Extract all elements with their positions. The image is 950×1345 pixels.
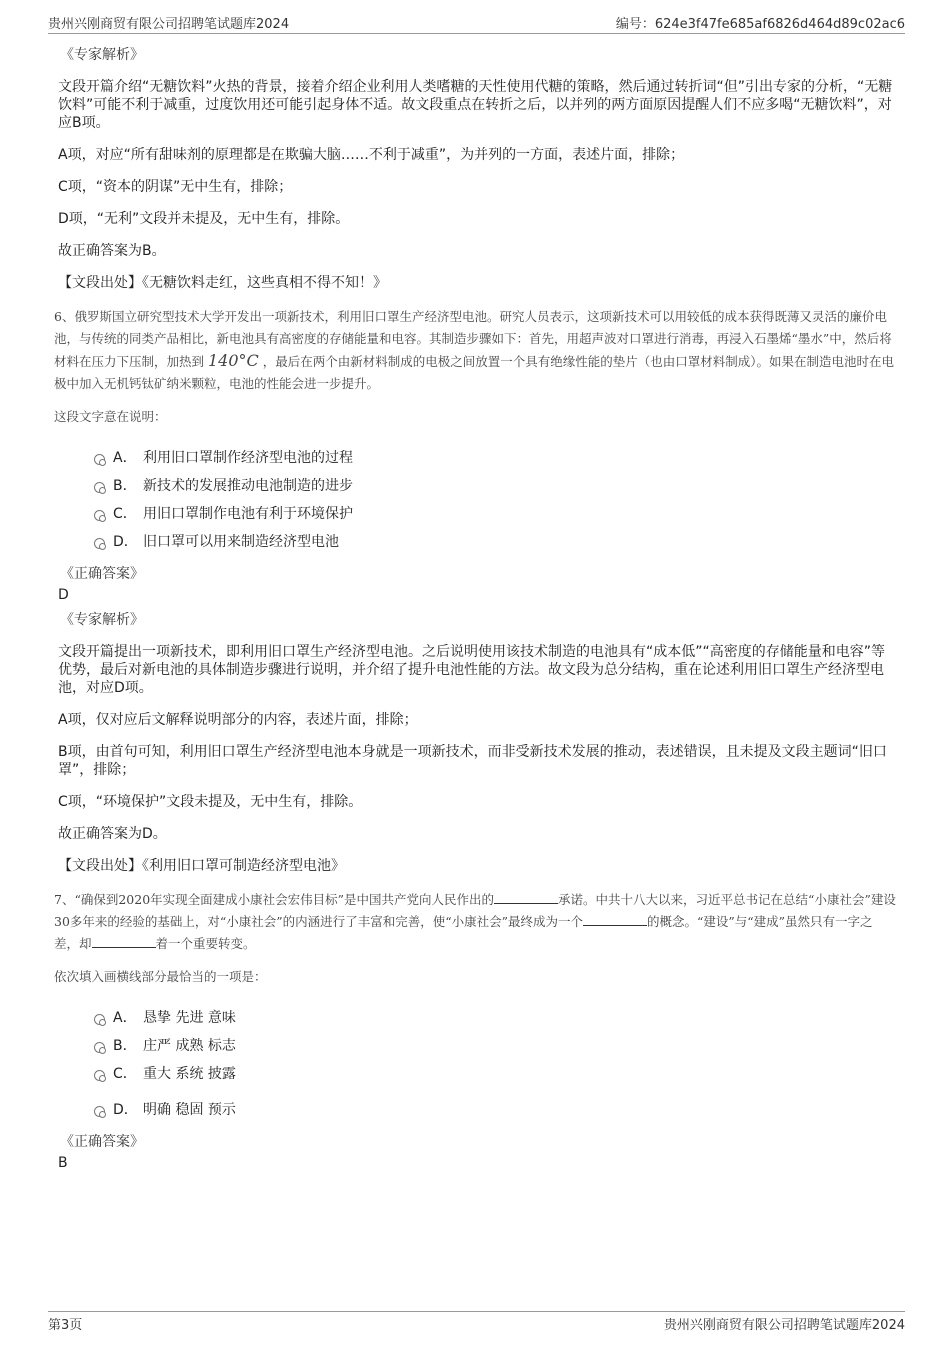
- option-c[interactable]: [94, 1059, 896, 1087]
- question-7-text-part: 承诺。中共十八大以来，习近平总书记在总结“小康社会”建设30多年来的经验的基础上，对“小康社会”的内涵进行了丰富和完善，使“小康社会”最终成为一个: [54, 892, 896, 929]
- analysis-paragraph: C项，“环境保护”文段未提及，无中生有，排除。: [58, 794, 363, 810]
- option-b[interactable]: [94, 471, 896, 499]
- question-7-options: [94, 1003, 896, 1123]
- question-7-text-part: 7、“确保到2020年实现全面建成小康社会宏伟目标”是中国共产党向人民作出的: [54, 892, 495, 907]
- fill-blank[interactable]: [92, 935, 156, 948]
- answer-title: 《正确答案》: [60, 1134, 144, 1150]
- analysis-title: 《专家解析》: [60, 47, 144, 63]
- analysis-paragraph: C项，“资本的阴谋”无中生有，排除；: [58, 179, 293, 195]
- radio-icon[interactable]: [94, 482, 105, 493]
- source-citation: 【文段出处】《利用旧口罩可制造经济型电池》: [58, 858, 345, 874]
- question-7-prompt: 依次填入画横线部分最恰当的一项是：: [54, 969, 267, 984]
- question-6-text-part: ，最后在两个由新材料制成的电极之间放置一个具有绝缘性能的垫片（也由口罩材料制成）。如果在制造电池时在电极中加入无机钙钛矿纳米颗粒，电池的性能会进一步提升。: [54, 354, 895, 391]
- footer-divider: [48, 1311, 905, 1312]
- answer-title: 《正确答案》: [60, 566, 144, 582]
- radio-icon[interactable]: [94, 538, 105, 549]
- question-7-text-part: 的概念。“建设”与“建成”虽然只有一字之差，却: [54, 914, 873, 951]
- page-header: [48, 13, 905, 33]
- analysis-paragraph: A项，仅对应后文解释说明部分的内容，表述片面，排除；: [58, 712, 418, 728]
- radio-icon[interactable]: [94, 1070, 105, 1081]
- fill-blank[interactable]: [494, 891, 558, 904]
- fill-blank[interactable]: [583, 913, 647, 926]
- option-text: 旧口罩可以用来制造经济型电池: [143, 534, 339, 550]
- page-number: 第3页: [48, 1318, 83, 1333]
- radio-icon[interactable]: [94, 1014, 105, 1025]
- radio-icon[interactable]: [94, 510, 105, 521]
- option-letter: D．: [113, 1102, 138, 1118]
- option-d[interactable]: [94, 1095, 896, 1123]
- option-letter: D．: [113, 534, 138, 550]
- question-6-text: [54, 306, 896, 395]
- option-text: 重大 系统 披露: [143, 1066, 236, 1082]
- analysis-paragraph: A项，对应“所有甜味剂的原理都是在欺骗大脑……不利于减重”，为并列的一方面，表述片面，排除；: [58, 147, 685, 163]
- option-text: 明确 稳固 预示: [143, 1102, 236, 1118]
- radio-icon[interactable]: [94, 1106, 105, 1117]
- question-6-options: [94, 443, 896, 555]
- temperature-formula: 140°C: [208, 351, 259, 370]
- header-divider: [48, 33, 905, 34]
- option-d[interactable]: [94, 527, 896, 555]
- option-text: 用旧口罩制作电池有利于环境保护: [143, 506, 353, 522]
- option-letter: B．: [113, 478, 137, 494]
- source-citation: 【文段出处】《无糖饮料走红，这些真相不得不知！》: [58, 275, 387, 291]
- option-text: 新技术的发展推动电池制造的进步: [143, 478, 353, 494]
- question-6-text-part: 6、俄罗斯国立研究型技术大学开发出一项新技术，利用旧口罩生产经济型电池。研究人员表示，这项新技术可以用较低的成本获得既薄又灵活的廉价电池，与传统的同类产品相比，新电池具有高密度的存储能量和电容。其制造步骤如下：首先，用超声波对口罩进行消毒，再浸入石墨烯“墨水”中，然后将材料在压力下压制，加热到: [54, 309, 892, 369]
- answer-value: B: [58, 1155, 68, 1171]
- option-letter: A．: [113, 1010, 137, 1026]
- option-c[interactable]: [94, 499, 896, 527]
- page-content: [56, 44, 896, 1177]
- analysis-paragraph: 文段开篇提出一项新技术，即利用旧口罩生产经济型电池。之后说明使用该技术制造的电池具有“成本低”“高密度的存储能量和电容”等优势，最后对新电池的具体制造步骤进行说明，并介绍了提升电池性能的方法。故文段为总分结构，重在论述利用旧口罩生产经济型电池，对应D项。: [58, 644, 886, 696]
- analysis-paragraph: 故正确答案为D。: [58, 826, 167, 842]
- option-letter: A．: [113, 450, 137, 466]
- analysis-title: 《专家解析》: [60, 612, 144, 628]
- analysis-paragraph: B项，由首句可知，利用旧口罩生产经济型电池本身就是一项新技术，而非受新技术发展的推动，表述错误，且未提及文段主题词“旧口罩”，排除；: [58, 744, 887, 778]
- option-text: 庄严 成熟 标志: [143, 1038, 236, 1054]
- analysis-paragraph: 故正确答案为B。: [58, 243, 166, 259]
- analysis-paragraph: 文段开篇介绍“无糖饮料”火热的背景，接着介绍企业利用人类嗜糖的天性使用代糖的策略，然后通过转折词“但”引出专家的分析，“无糖饮料”可能不利于减重，过度饮用还可能引起身体不适。故文段重点在转折之后，以并列的两方面原因提醒人们不应多喝“无糖饮料”，对应B项。: [58, 79, 893, 131]
- answer-value: D: [58, 587, 69, 603]
- question-7-text-part: 着一个重要转变。: [155, 936, 256, 951]
- header-left: 贵州兴刚商贸有限公司招聘笔试题库2024: [48, 17, 290, 32]
- option-b[interactable]: [94, 1031, 896, 1059]
- footer-right: 贵州兴刚商贸有限公司招聘笔试题库2024: [663, 1318, 905, 1333]
- option-text: 恳挚 先进 意味: [143, 1010, 236, 1026]
- option-letter: B．: [113, 1038, 137, 1054]
- header-right: 编号：624e3f47fe685af6826d464d89c02ac6: [615, 17, 905, 32]
- option-letter: C．: [113, 1066, 137, 1082]
- question-7-text: [54, 889, 896, 955]
- option-a[interactable]: [94, 1003, 896, 1031]
- analysis-paragraph: D项，“无利”文段并未提及，无中生有，排除。: [58, 211, 350, 227]
- radio-icon[interactable]: [94, 1042, 105, 1053]
- radio-icon[interactable]: [94, 454, 105, 465]
- option-letter: C．: [113, 506, 137, 522]
- option-text: 利用旧口罩制作经济型电池的过程: [143, 450, 353, 466]
- option-a[interactable]: [94, 443, 896, 471]
- question-6-prompt: 这段文字意在说明：: [54, 409, 167, 424]
